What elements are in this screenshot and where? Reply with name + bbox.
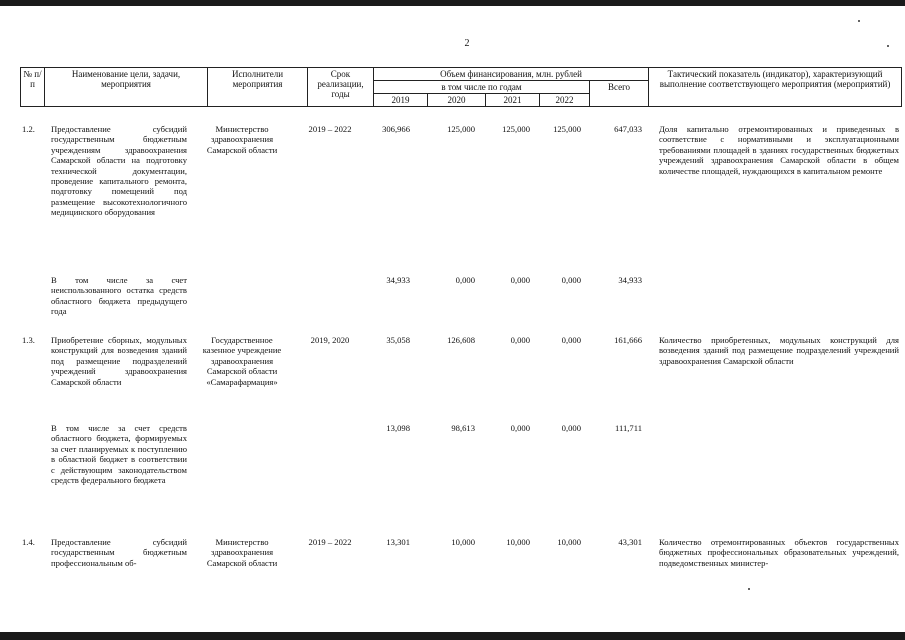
row-total: 647,033 bbox=[614, 124, 642, 134]
row-value-2021: 0,000 bbox=[510, 275, 530, 285]
row-name: Приобретение сборных, модульных конструкций для возведения зданий под размещение подразделений учреждений здравоохранения Самарской области bbox=[51, 335, 187, 387]
row-value-2019: 13,301 bbox=[386, 537, 410, 547]
row-value-2019: 35,058 bbox=[386, 335, 410, 345]
scan-speck bbox=[858, 20, 860, 22]
row-value-2019: 13,098 bbox=[386, 423, 410, 433]
row-indicator: Количество приобретенных, модульных конструкций для возведения зданий под размещение подразделений учреждений здравоохранения Самарской области bbox=[659, 335, 899, 366]
row-value-2021: 10,000 bbox=[506, 537, 530, 547]
header-term: Срок реализации, годы bbox=[308, 68, 374, 107]
table-header bbox=[20, 67, 902, 107]
row-value-2022: 0,000 bbox=[561, 423, 581, 433]
row-number: 1.4. bbox=[22, 537, 35, 547]
scan-speck bbox=[887, 45, 889, 47]
row-value-2022: 0,000 bbox=[561, 335, 581, 345]
row-total: 43,301 bbox=[618, 537, 642, 547]
row-value-2019: 306,966 bbox=[382, 124, 410, 134]
row-value-2022: 125,000 bbox=[553, 124, 581, 134]
row-value-2022: 10,000 bbox=[557, 537, 581, 547]
header-year: 2021 bbox=[486, 94, 540, 107]
scan-speck bbox=[748, 588, 750, 590]
row-executor: Государственное казенное учреждение здравоохранения Самарской области «Самарафармация» bbox=[202, 335, 282, 387]
row-value-2020: 10,000 bbox=[451, 537, 475, 547]
row-name: Предоставление субсидий государственным бюджетным учреждениям здравоохранения Самарской области на подготовку технической документации, проведение капитального ремонта, подготовку помещений под размещение высокотехнологичного медицинского оборудования bbox=[51, 124, 187, 218]
row-term: 2019, 2020 bbox=[310, 335, 350, 345]
header-name: Наименование цели, задачи, мероприятия bbox=[45, 68, 208, 107]
row-executor: Министерство здравоохранения Самарской области bbox=[206, 124, 278, 155]
row-value-2020: 125,000 bbox=[447, 124, 475, 134]
header-volume: Объем финансирования, млн. рублей bbox=[374, 68, 649, 81]
header-indicator: Тактический показатель (индикатор), характеризующий выполнение соответствующего мероприятия (мероприятий) bbox=[649, 68, 902, 107]
row-term: 2019 – 2022 bbox=[308, 537, 352, 547]
row-name: В том числе за счет неиспользованного остатка средств областного бюджета предыдущего года bbox=[51, 275, 187, 317]
row-name: В том числе за счет средств областного бюджета, формируемых за счет планируемых к поступлению в областной бюджет в соответствии с действующим законодательством средств федерального бюджета bbox=[51, 423, 187, 486]
row-total: 111,711 bbox=[615, 423, 642, 433]
row-number: 1.3. bbox=[22, 335, 35, 345]
row-executor: Министерство здравоохранения Самарской области bbox=[206, 537, 278, 568]
row-value-2020: 0,000 bbox=[455, 275, 475, 285]
row-indicator: Количество отремонтированных объектов государственных бюджетных профессиональных образовательных учреждений, подведомственных министер- bbox=[659, 537, 899, 568]
row-number: 1.2. bbox=[22, 124, 35, 134]
top-border bbox=[0, 0, 905, 6]
row-total: 161,666 bbox=[614, 335, 642, 345]
header-year: 2022 bbox=[540, 94, 590, 107]
row-value-2021: 125,000 bbox=[502, 124, 530, 134]
bottom-border bbox=[0, 632, 905, 640]
row-value-2022: 0,000 bbox=[561, 275, 581, 285]
row-term: 2019 – 2022 bbox=[308, 124, 352, 134]
row-value-2019: 34,933 bbox=[386, 275, 410, 285]
row-value-2020: 98,613 bbox=[451, 423, 475, 433]
header-num: № п/п bbox=[21, 68, 45, 107]
row-indicator: Доля капитально отремонтированных и приведенных в соответствие с нормативными и эксплуатационными требованиями площадей в зданиях государственных бюджетных учреждений здравоохранения Самарской области в общем количестве площадей, нуждающихся в капитальном ремонте bbox=[659, 124, 899, 176]
header-by-years: в том числе по годам bbox=[374, 81, 590, 94]
header-year: 2019 bbox=[374, 94, 428, 107]
row-name: Предоставление субсидий государственным бюджетным профессиональным об- bbox=[51, 537, 187, 568]
row-value-2021: 0,000 bbox=[510, 335, 530, 345]
header-year: 2020 bbox=[428, 94, 486, 107]
row-value-2020: 126,608 bbox=[447, 335, 475, 345]
page-number: 2 bbox=[464, 38, 470, 49]
header-total: Всего bbox=[590, 81, 649, 107]
row-total: 34,933 bbox=[618, 275, 642, 285]
row-value-2021: 0,000 bbox=[510, 423, 530, 433]
header-executor: Исполнители мероприятия bbox=[208, 68, 308, 107]
